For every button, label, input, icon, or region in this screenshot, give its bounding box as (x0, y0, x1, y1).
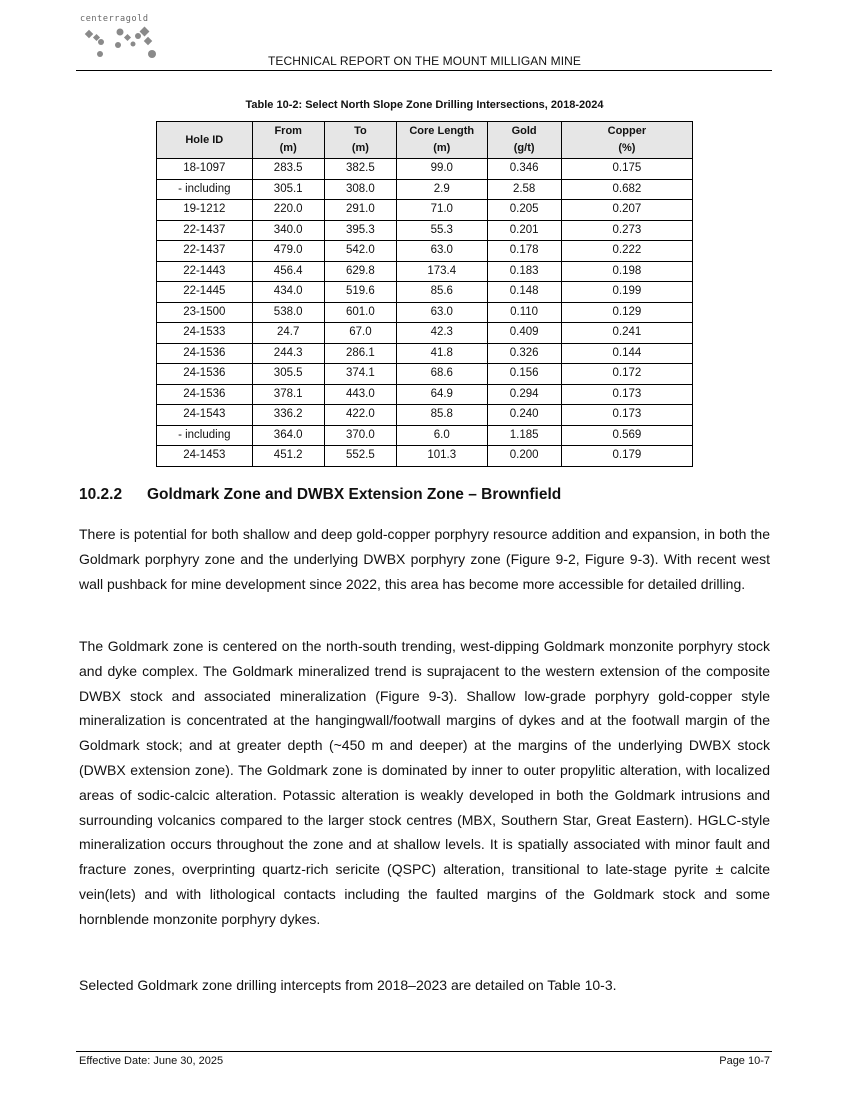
table-cell: 0.200 (487, 446, 561, 467)
table-cell: 0.156 (487, 364, 561, 385)
table-cell: 244.3 (252, 343, 324, 364)
table-cell: 0.682 (561, 179, 692, 200)
table-cell: 0.198 (561, 261, 692, 282)
table-cell: 24-1536 (157, 384, 253, 405)
table-cell: 538.0 (252, 302, 324, 323)
table-cell: 0.144 (561, 343, 692, 364)
section-heading (79, 486, 561, 504)
section-title: Goldmark Zone and DWBX Extension Zone – Brownfield (147, 486, 562, 503)
table-cell: 336.2 (252, 405, 324, 426)
table-row (157, 179, 693, 200)
column-header-to: To (m) (324, 122, 396, 159)
table-cell: 434.0 (252, 282, 324, 303)
table-cell: 24-1536 (157, 364, 253, 385)
table-cell: 220.0 (252, 200, 324, 221)
table-cell: 6.0 (397, 425, 488, 446)
table-cell: 0.199 (561, 282, 692, 303)
table-cell: 552.5 (324, 446, 396, 467)
body-paragraph: The Goldmark zone is centered on the north-south trending, west-dipping Goldmark monzonite porphyry stock and dyke complex. The Goldmark mineralized trend is suprajacent to the western extension of the composite DWBX stock and associated mineralization (Figure 9-3). Shallow low-grade porphyry gold-copper style mineralization is concentrated at the hangingwall/footwall margins of dykes and at the footwall margin of the Goldmark stock; and at greater depth (~450 m and deeper) at the margins of the underlying DWBX stock (DWBX extension zone). The Goldmark zone is dominated by inner to outer propylitic alteration, with localized areas of sodic-calcic alteration. Potassic alteration is weakly developed in both the Goldmark intrusions and surrounding volcanics compared to the larger stock centres (MBX, Southern Star, Great Eastern). HGLC-style mineralization occurs throughout the zone and at shallow levels. It is spatially associated with minor fault and fracture zones, overprinting quartz-rich sericite (QSPC) alteration, transitional to late-stage pyrite ± calcite vein(lets) and with lithological contacts including the faulted margins of the Goldmark stock and some hornblende monzonite porphyry dykes. (79, 638, 770, 927)
table-cell: 479.0 (252, 241, 324, 262)
table-cell: 0.346 (487, 159, 561, 180)
table-cell: 2.58 (487, 179, 561, 200)
table-cell: 22-1443 (157, 261, 253, 282)
table-header-row (157, 122, 693, 159)
table-cell: 0.205 (487, 200, 561, 221)
table-cell: 101.3 (397, 446, 488, 467)
table-cell: 0.148 (487, 282, 561, 303)
table-cell: 0.294 (487, 384, 561, 405)
table-cell: 0.241 (561, 323, 692, 344)
table-cell: 378.1 (252, 384, 324, 405)
table-cell: 41.8 (397, 343, 488, 364)
table-cell: 0.273 (561, 220, 692, 241)
table-caption: Table 10-2: Select North Slope Zone Drilling Intersections, 2018-2024 (245, 99, 604, 111)
table-cell: 286.1 (324, 343, 396, 364)
table-cell: 422.0 (324, 405, 396, 426)
table-cell: 370.0 (324, 425, 396, 446)
table-cell: - including (157, 425, 253, 446)
column-header-hole-id: Hole ID (157, 122, 253, 159)
table-cell: 0.172 (561, 364, 692, 385)
table-row (157, 200, 693, 221)
table-row (157, 446, 693, 467)
table-cell: 24.7 (252, 323, 324, 344)
table-cell: 0.207 (561, 200, 692, 221)
table-cell: 374.1 (324, 364, 396, 385)
table-cell: 24-1543 (157, 405, 253, 426)
table-cell: 0.326 (487, 343, 561, 364)
table-cell: 308.0 (324, 179, 396, 200)
table-cell: 0.175 (561, 159, 692, 180)
table-cell: 542.0 (324, 241, 396, 262)
table-cell: 0.569 (561, 425, 692, 446)
table-row (157, 364, 693, 385)
table-cell: 291.0 (324, 200, 396, 221)
table-cell: 0.179 (561, 446, 692, 467)
table-cell: 629.8 (324, 261, 396, 282)
table-cell: 19-1212 (157, 200, 253, 221)
effective-date: Effective Date: June 30, 2025 (79, 1055, 224, 1067)
table-cell: 519.6 (324, 282, 396, 303)
column-header-gold: Gold (g/t) (487, 122, 561, 159)
table-cell: 22-1445 (157, 282, 253, 303)
table-cell: 63.0 (397, 302, 488, 323)
table-row (157, 343, 693, 364)
table-cell: 23-1500 (157, 302, 253, 323)
column-header-core-length: Core Length (m) (397, 122, 488, 159)
table-cell: 0.129 (561, 302, 692, 323)
page-number: Page 10-7 (719, 1055, 770, 1067)
table-row (157, 425, 693, 446)
table-cell: 1.185 (487, 425, 561, 446)
table-cell: 63.0 (397, 241, 488, 262)
table-row (157, 261, 693, 282)
table-row (157, 159, 693, 180)
logo-wordmark: centerragold (80, 14, 149, 24)
table-cell: 456.4 (252, 261, 324, 282)
table-row (157, 241, 693, 262)
table-cell: 0.178 (487, 241, 561, 262)
table-cell: 443.0 (324, 384, 396, 405)
table-cell: 382.5 (324, 159, 396, 180)
table-cell: 451.2 (252, 446, 324, 467)
table-cell: 283.5 (252, 159, 324, 180)
table-cell: 42.3 (397, 323, 488, 344)
body-paragraph: There is potential for both shallow and deep gold-copper porphyry resource addition and expansion, in both the Goldmark porphyry zone and the underlying DWBX porphyry zone (Figure 9-2, Figure 9-3). With recent west wall pushback for mine development since 2022, this area has become more accessible for detailed drilling. (79, 526, 770, 592)
table-cell: 2.9 (397, 179, 488, 200)
drilling-intersections-table (156, 121, 693, 467)
table-cell: 64.9 (397, 384, 488, 405)
table-cell: 0.110 (487, 302, 561, 323)
table-cell: 0.183 (487, 261, 561, 282)
table-cell: 24-1453 (157, 446, 253, 467)
table-cell: 305.5 (252, 364, 324, 385)
table-cell: 22-1437 (157, 220, 253, 241)
table-cell: 601.0 (324, 302, 396, 323)
table-cell: 173.4 (397, 261, 488, 282)
table-row (157, 220, 693, 241)
table-cell: 0.240 (487, 405, 561, 426)
table-cell: 85.8 (397, 405, 488, 426)
table-cell: 0.222 (561, 241, 692, 262)
table-cell: 55.3 (397, 220, 488, 241)
table-cell: 305.1 (252, 179, 324, 200)
table-cell: 0.173 (561, 405, 692, 426)
section-number: 10.2.2 (79, 486, 123, 503)
body-paragraph: Selected Goldmark zone drilling intercepts from 2018–2023 are detailed on Table 10-3. (79, 977, 617, 993)
table-cell: 24-1536 (157, 343, 253, 364)
table-row (157, 282, 693, 303)
table-cell: 0.173 (561, 384, 692, 405)
table-cell: 340.0 (252, 220, 324, 241)
table-cell: 22-1437 (157, 241, 253, 262)
column-header-from: From (m) (252, 122, 324, 159)
table-row (157, 302, 693, 323)
table-body (157, 159, 693, 467)
table-cell: 0.409 (487, 323, 561, 344)
header-rule (76, 70, 772, 71)
table-cell: - including (157, 179, 253, 200)
table-cell: 71.0 (397, 200, 488, 221)
table-cell: 0.201 (487, 220, 561, 241)
report-title: TECHNICAL REPORT ON THE MOUNT MILLIGAN MINE (267, 54, 581, 68)
table-cell: 85.6 (397, 282, 488, 303)
table-cell: 24-1533 (157, 323, 253, 344)
table-row (157, 323, 693, 344)
column-header-copper: Copper (%) (561, 122, 692, 159)
table-cell: 364.0 (252, 425, 324, 446)
table-row (157, 405, 693, 426)
table-cell: 18-1097 (157, 159, 253, 180)
table-cell: 395.3 (324, 220, 396, 241)
table-cell: 67.0 (324, 323, 396, 344)
footer-rule (76, 1051, 772, 1052)
table-cell: 99.0 (397, 159, 488, 180)
table-row (157, 384, 693, 405)
table-cell: 68.6 (397, 364, 488, 385)
